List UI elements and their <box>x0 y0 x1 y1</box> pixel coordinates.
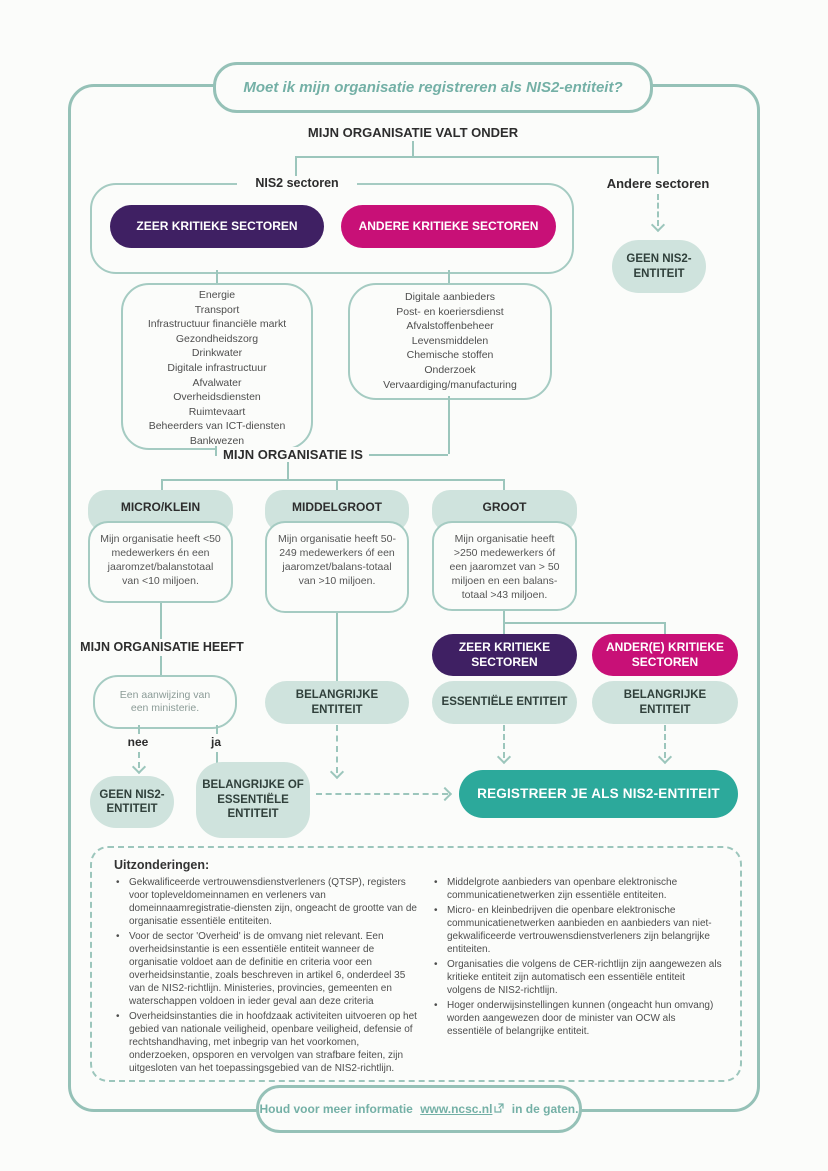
uitzonderingen-left-list <box>114 876 422 1077</box>
list-item: Ruimtevaart <box>188 405 246 418</box>
list-item: Levensmiddelen <box>411 334 489 347</box>
list-item: Gezondheidszorg <box>175 332 259 345</box>
node-zeer-kritieke-sectoren-2: ZEER KRITIEKE SECTOREN <box>432 634 577 676</box>
uitzonderingen-title: Uitzonderingen: <box>114 858 210 872</box>
label-nee: nee <box>127 735 149 749</box>
connector <box>160 603 162 639</box>
node-middelgroot: MIDDELGROOT <box>265 490 409 532</box>
uitzondering-item: • Hoger onderwijsinstellingen kunnen (ongeacht hun omvang) worden aangewezen door de minister van OCW als essentiële of belangrijke entiteit. <box>432 999 722 1038</box>
connector <box>336 613 338 681</box>
page-title-pill <box>213 62 653 113</box>
node-belangrijke-entiteit-midden: BELANGRIJKE ENTITEIT <box>265 681 409 724</box>
list-item: Overheidsdiensten <box>173 391 261 404</box>
list-item: Digitale infrastructuur <box>167 361 267 374</box>
node-belangrijke-entiteit-rechts: BELANGRIJKE ENTITEIT <box>592 681 738 724</box>
connector <box>412 141 414 156</box>
connector <box>657 156 659 174</box>
node-andere-kritieke-sectoren-2: ANDER(E) KRITIEKE SECTOREN <box>592 634 738 676</box>
list-item: Bankwezen <box>189 434 245 447</box>
connector <box>216 270 218 283</box>
connector <box>664 622 666 634</box>
list-item: Chemische stoffen <box>406 349 494 362</box>
connector <box>138 725 140 734</box>
footer-text-post: in de gaten. <box>511 1102 579 1116</box>
heading-organisatie-heeft: MIJN ORGANISATIE HEEFT <box>80 640 244 654</box>
page-title: Moet ik mijn organisatie registreren als NIS2-entiteit? <box>243 79 623 96</box>
list-item: Infrastructuur financiële markt <box>147 318 287 331</box>
list-item: Transport <box>194 303 240 316</box>
label-nis2-sectoren: NIS2 sectoren <box>237 176 357 190</box>
node-essentiele-entiteit: ESSENTIËLE ENTITEIT <box>432 681 577 724</box>
label-ja: ja <box>210 735 221 749</box>
list-item: Afvalwater <box>192 376 242 389</box>
footer-text-pre: Houd voor meer informatie <box>259 1102 413 1116</box>
connector <box>216 725 218 734</box>
list-item: Drinkwater <box>191 347 243 360</box>
list-item: Onderzoek <box>424 363 476 376</box>
list-andere-kritieke-sectoren <box>348 283 552 400</box>
node-micro-klein: MICRO/KLEIN <box>88 490 233 532</box>
connector <box>295 156 658 158</box>
footer-link-ncsc[interactable]: www.ncsc.nl <box>420 1102 493 1116</box>
connector <box>448 270 450 283</box>
uitzondering-item: • Micro- en kleinbedrijven die openbare elektronische communicatienetwerken aanbieden en aanbieders van niet-gekwalificeerde vertrouwensdienstverleners zijn belangrijke entiteiten. <box>432 904 722 956</box>
uitzondering-item: • Middelgrote aanbieders van openbare elektronische communicatienetwerken zijn essentiële entiteiten. <box>432 876 722 902</box>
connector <box>160 656 162 675</box>
node-aanwijzing-ministerie: Een aanwijzing van een ministerie. <box>93 675 237 729</box>
desc-middelgroot: Mijn organisatie heeft 50-249 medewerkers óf een jaaromzet/balans-totaal van >10 miljoen. <box>265 521 409 613</box>
list-item: Energie <box>198 289 236 301</box>
uitzonderingen-right-list <box>432 876 722 1040</box>
node-registreer-nis2-entiteit: REGISTREER JE ALS NIS2-ENTITEIT <box>459 770 738 818</box>
connector <box>503 622 665 624</box>
node-geen-nis2-entiteit-top: GEEN NIS2-ENTITEIT <box>612 240 706 293</box>
desc-groot: Mijn organisatie heeft >250 medewerkers óf een jaaromzet van > 50 miljoen en een balans-totaal >43 miljoen. <box>432 521 577 611</box>
uitzondering-item: • Gekwalificeerde vertrouwensdienstverleners (QTSP), registers voor topleveldomeinnamen en verleners van domeinnaamregistratie-diensten zijn, ongeacht de grootte van de organisatie essentiële entiteiten. <box>114 876 422 928</box>
list-item: Beheerders van ICT-diensten <box>148 420 286 433</box>
node-geen-nis2-entiteit-bottom: GEEN NIS2-ENTITEIT <box>90 776 174 828</box>
node-zeer-kritieke-sectoren: ZEER KRITIEKE SECTOREN <box>110 205 324 248</box>
external-link-icon <box>494 1100 504 1118</box>
node-belangrijke-of-essentiele-entiteit: BELANGRIJKE OF ESSENTIËLE ENTITEIT <box>196 762 310 838</box>
connector <box>448 396 450 454</box>
connector <box>161 479 504 481</box>
uitzondering-item: • Overheidsinstanties die in hoofdzaak activiteiten uitvoeren op het gebied van nationale veiligheid, openbare veiligheid, defensie of rechtshandhaving, met inbegrip van het voorkomen, onderzoeken, opsporen en vervolgen van strafbare feiten, zijn uitgesloten van het toepassingsgebied van de NIS2-richtlijn. <box>114 1010 422 1075</box>
list-item: Afvalstoffenbeheer <box>406 320 494 333</box>
list-item: Post- en koeriersdienst <box>396 305 504 318</box>
uitzonderingen-box <box>90 846 742 1082</box>
desc-micro-klein: Mijn organisatie heeft <50 medewerkers én een jaaromzet/balanstotaal van <10 miljoen. <box>88 521 233 603</box>
heading-organisatie-is: MIJN ORGANISATIE IS <box>217 447 369 462</box>
uitzondering-item: • Voor de sector 'Overheid' is de omvang niet relevant. Een overheidsinstantie is een essentiële entiteit wanneer de organisatie voldoet aan de definitie en criteria voor een overheidsinstantie, zoals beschreven in artikel 6, onderdeel 35 van de NIS2-richtlijn. Ministeries, provincies, gemeenten en waterschappen voldoen in ieder geval aan deze criteria <box>114 930 422 1008</box>
list-zeer-kritieke-sectoren <box>121 283 313 450</box>
heading-valt-onder: MIJN ORGANISATIE VALT ONDER <box>307 125 519 140</box>
node-andere-kritieke-sectoren: ANDERE KRITIEKE SECTOREN <box>341 205 556 248</box>
label-andere-sectoren: Andere sectoren <box>606 176 710 191</box>
list-item: Digitale aanbieders <box>405 291 495 303</box>
list-item: Vervaardiging/manufacturing <box>383 378 517 391</box>
footer-pill <box>256 1085 582 1133</box>
uitzondering-item: • Organisaties die volgens de CER-richtlijn zijn aangewezen als kritieke entiteit zijn automatisch een essentiële entiteit volgens de NIS2-richtlijn. <box>432 958 722 997</box>
dashed-arrow <box>316 793 448 795</box>
connector <box>287 462 289 479</box>
node-groot: GROOT <box>432 490 577 532</box>
